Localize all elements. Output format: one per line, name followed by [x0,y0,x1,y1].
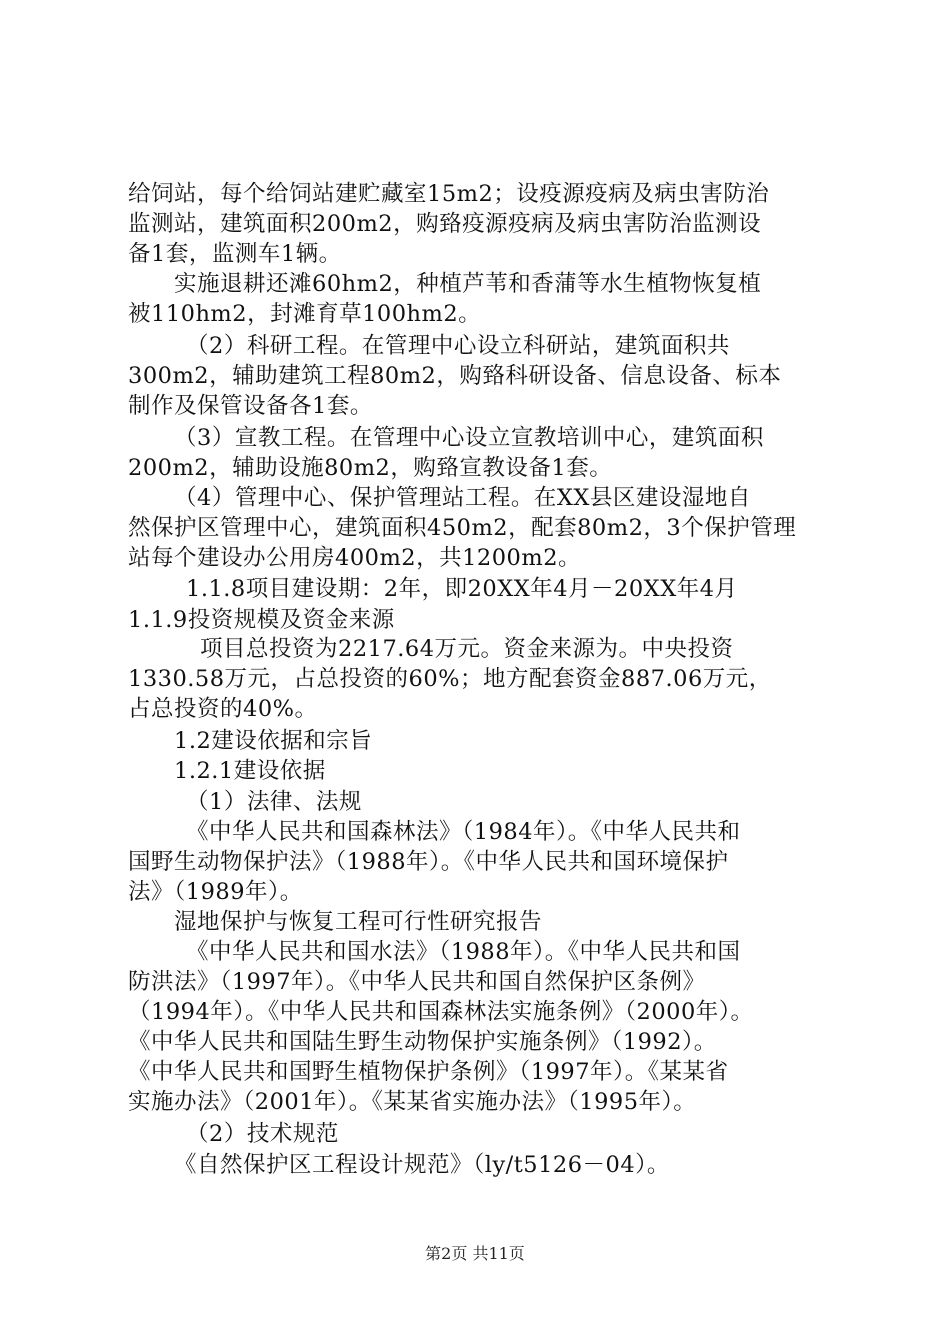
text-line: 《中华人民共和国陆生野生动物保护实施条例》（1992）。 [128,1029,717,1055]
paragraph-start: 实施退耕还滩60hm2，种植芦苇和香蒲等水生植物恢复植 [174,271,762,297]
page-number-footer: 第2页 共11页 [425,1244,525,1263]
section-heading: 1.2建设依据和宗旨 [174,728,373,754]
text-line: 防洪法》（1997年）。《中华人民共和国自然保护区条例》 [128,969,706,995]
section-heading: 湿地保护与恢复工程可行性研究报告 [174,909,543,935]
text-line: 然保护区管理中心，建筑面积450m2，配套80m2，3个保护管理 [128,515,797,541]
text-line: 监测站，建筑面积200m2，购臵疫源疫病及病虫害防治监测设 [128,211,762,237]
text-line: 200m2，辅助设施80m2，购臵宣教设备1套。 [128,455,613,481]
text-line: 被110hm2，封滩育草100hm2。 [128,301,482,327]
text-line: 站每个建设办公用房400m2，共1200m2。 [128,545,582,571]
paragraph-start: 《中华人民共和国水法》（1988年）。《中华人民共和国 [186,939,741,965]
text-line: 实施办法》（2001年）。《某某省实施办法》（1995年）。 [128,1089,697,1115]
text-line: （1994年）。《中华人民共和国森林法实施条例》（2000年）。 [128,999,754,1025]
paragraph-start: 项目总投资为2217.64万元。资金来源为。中央投资 [200,636,734,662]
section-heading: 1.1.8项目建设期：2年，即20XX年4月－20XX年4月 [186,576,738,602]
section-heading: （4）管理中心、保护管理站工程。在XX县区建设湿地自 [174,485,751,511]
section-heading: （1）法律、法规 [186,789,362,815]
text-line: 300m2，辅助建筑工程80m2，购臵科研设备、信息设备、标本 [128,363,782,389]
text-line: 法》（1989年）。 [128,879,303,905]
text-line: 给饲站，每个给饲站建贮藏室15m2；设疫源疫病及病虫害防治 [128,181,770,207]
section-heading: 1.1.9投资规模及资金来源 [128,607,395,633]
section-heading: （2）技术规范 [186,1121,339,1147]
text-line: 备1套，监测车1辆。 [128,241,342,267]
text-line: 国野生动物保护法》（1988年）。《中华人民共和国环境保护 [128,849,729,875]
text-line: 制作及保管设备各1套。 [128,393,373,419]
paragraph-start: 《中华人民共和国森林法》（1984年）。《中华人民共和 [186,819,741,845]
text-line: 1330.58万元，占总投资的60%；地方配套资金887.06万元， [128,666,772,692]
section-heading: 1.2.1建设依据 [174,758,326,784]
text-line: 占总投资的40%。 [128,696,318,722]
section-heading: （3）宣教工程。在管理中心设立宣教培训中心，建筑面积 [174,425,764,451]
text-line: 《中华人民共和国野生植物保护条例》（1997年）。《某某省 [128,1059,729,1085]
paragraph-start: 《自然保护区工程设计规范》（ly/t5126－04）。 [174,1152,670,1178]
section-heading: （2）科研工程。在管理中心设立科研站，建筑面积共 [186,333,730,359]
